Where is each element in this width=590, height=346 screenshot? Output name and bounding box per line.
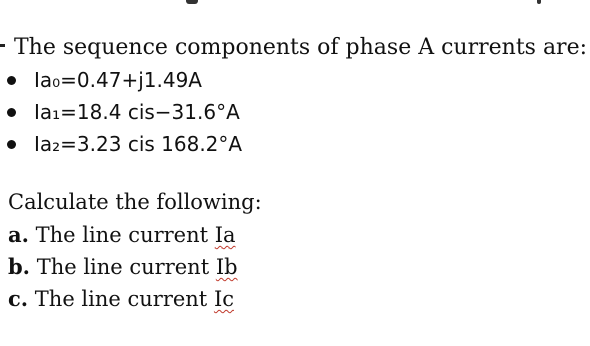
bullet-icon [7, 76, 16, 85]
part-text: The line current [34, 287, 214, 311]
cropped-text-remnant [0, 0, 590, 6]
part-term: Ib [215, 255, 238, 279]
crop-mark [0, 44, 5, 47]
calculate-title: Calculate the following: [8, 190, 262, 214]
component-zero-sequence: Ia₀=0.47+j1.49A [34, 68, 202, 92]
part-term: Ia [214, 223, 236, 247]
question-part-b [8, 251, 238, 283]
part-letter: a. [8, 222, 29, 247]
bullet-icon [7, 108, 16, 117]
part-letter: c. [8, 286, 29, 311]
part-text: The line current [35, 223, 215, 247]
component-negative-sequence: Ia₂=3.23 cis 168.2°A [34, 132, 243, 156]
list-item [0, 96, 242, 128]
bullet-icon [7, 140, 16, 149]
crop-mark [186, 0, 198, 4]
list-item [0, 64, 242, 96]
list-item [0, 128, 242, 160]
part-letter: b. [8, 254, 30, 279]
part-text: The line current [36, 255, 216, 279]
question-part-a [8, 219, 238, 251]
question-heading: The sequence components of phase A currents are: [14, 35, 588, 60]
part-term: Ic [213, 287, 234, 311]
sequence-components-list [0, 64, 242, 160]
question-part-c [8, 283, 238, 315]
component-positive-sequence: Ia₁=18.4 cis−31.6°A [34, 100, 240, 124]
question-parts-list [8, 219, 238, 315]
crop-mark [537, 0, 541, 4]
